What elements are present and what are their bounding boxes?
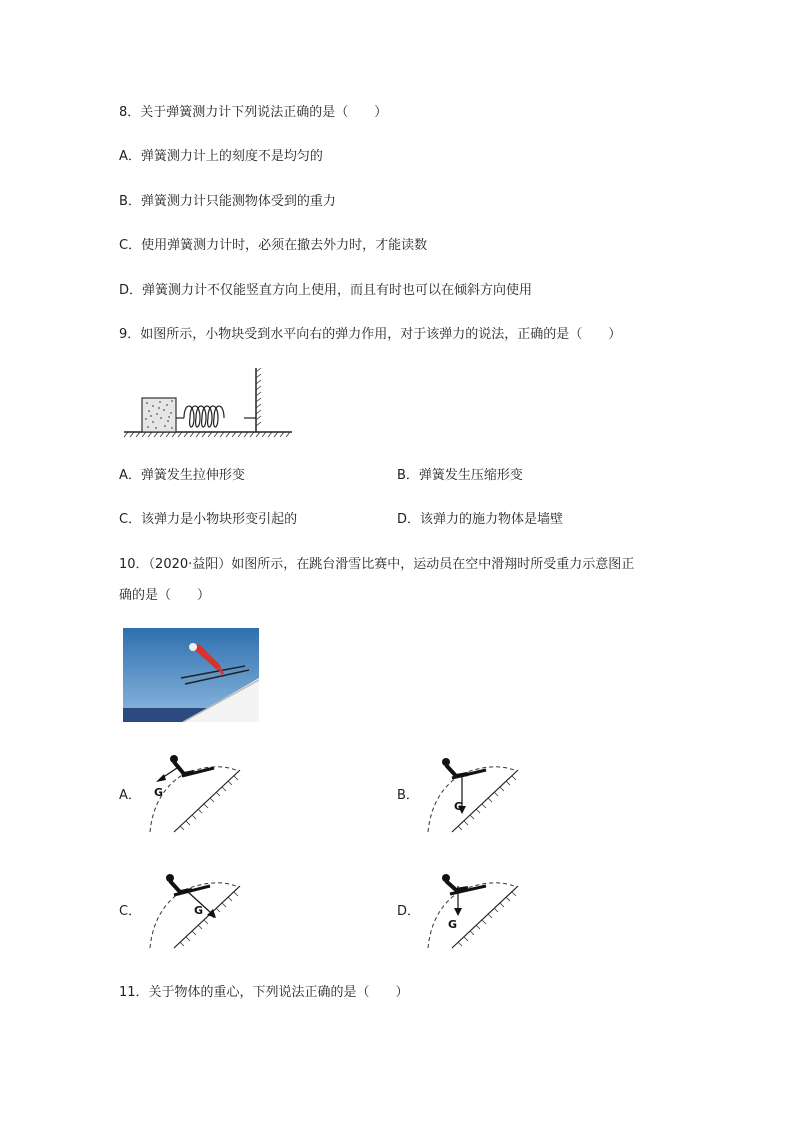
q10-option-b-force-label: G bbox=[454, 800, 464, 813]
q8-stem: 8．关于弹簧测力计下列说法正确的是（ ） bbox=[119, 105, 388, 120]
q9-stem: 9．如图所示，小物块受到水平向右的弹力作用，对于该弹力的说法，正确的是（ ） bbox=[119, 327, 622, 342]
q10-option-c-label: C． bbox=[119, 904, 142, 919]
q10-option-b-label: B． bbox=[397, 788, 419, 803]
q11-stem: 11．关于物体的重心，下列说法正确的是（ ） bbox=[119, 985, 409, 1000]
q10-option-c-force-label: G bbox=[194, 904, 204, 917]
ski-jump-photo bbox=[123, 628, 259, 722]
q8-option-c: C．使用弹簧测力计时，必须在撤去外力时，才能读数 bbox=[119, 238, 428, 253]
q9-option-c: C．该弹力是小物块形变引起的 bbox=[119, 512, 298, 527]
q8-option-d: D．弹簧测力计不仅能竖直方向上使用，而且有时也可以在倾斜方向使用 bbox=[119, 283, 533, 298]
q9-option-a: A．弹簧发生拉伸形变 bbox=[119, 468, 245, 483]
q8-option-a: A．弹簧测力计上的刻度不是均匀的 bbox=[119, 149, 323, 164]
q10-stem-line1: 10．（2020·益阳）如图所示，在跳台滑雪比赛中，运动员在空中滑翔时所受重力示意图正 bbox=[119, 557, 635, 572]
q10-option-a-diagram bbox=[144, 752, 244, 834]
q10-option-d-label: D． bbox=[397, 904, 421, 919]
q9-option-b: B．弹簧发生压缩形变 bbox=[397, 468, 523, 483]
q10-stem-line2: 确的是（ ） bbox=[119, 588, 211, 603]
q8-option-b: B．弹簧测力计只能测物体受到的重力 bbox=[119, 194, 336, 209]
q10-option-a-force-label: G bbox=[154, 786, 164, 799]
spring-block-wall-figure bbox=[122, 366, 294, 438]
q10-option-d-force-label: G bbox=[448, 918, 458, 931]
q10-option-c-diagram bbox=[144, 868, 244, 950]
q9-option-d: D．该弹力的施力物体是墙壁 bbox=[397, 512, 564, 527]
q10-option-b-diagram bbox=[422, 752, 522, 834]
q10-option-a-label: A． bbox=[119, 788, 141, 803]
q10-option-d-diagram bbox=[422, 868, 522, 950]
